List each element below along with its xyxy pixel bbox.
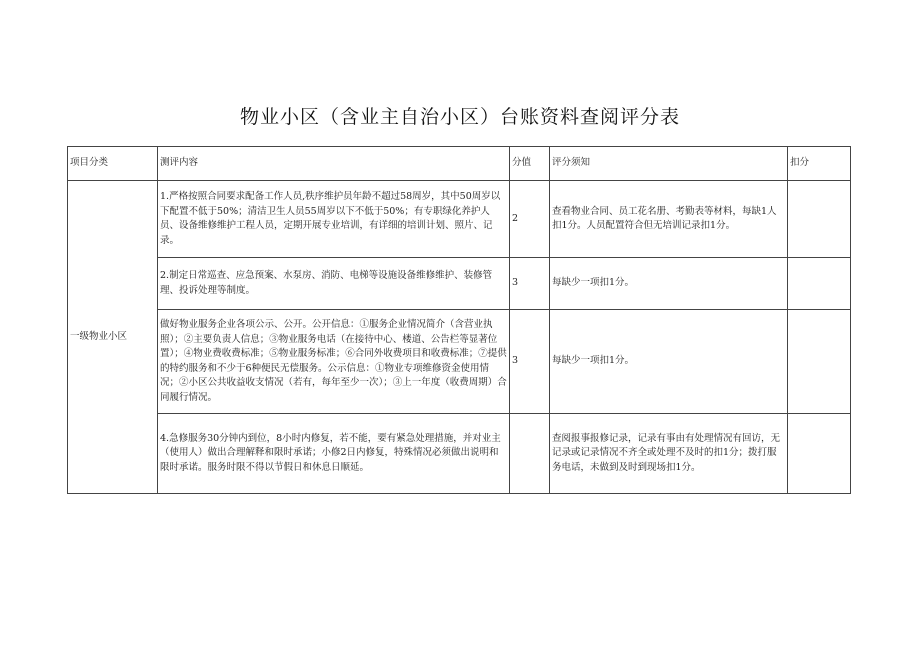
score-cell: 3	[510, 258, 550, 310]
deduct-cell[interactable]	[788, 310, 851, 414]
content-cell: 做好物业服务企业各项公示、公开。公开信息：①服务企业情况简介（含营业执照）；②主要负责人信息；③物业服务电话（在接待中心、楼道、公告栏等显著位置）；④物业费收费标准；⑤物业服务标准；⑥合同外收费项目和收费标准；⑦提供的特约服务和不少于6种便民无偿服务。公示信息：①物业专项维修资金使用情况；②小区公共收益收支情况（若有，每年至少一次）；③上一年度（收费周期）合同履行情况。	[158, 310, 510, 414]
guide-cell: 查阅报事报修记录，记录有事由有处理情况有回访，无记录或记录情况不齐全或处理不及时的扣1分；拨打服务电话，未做到及时到现场扣1分。	[550, 414, 788, 494]
category-cell: 一级物业小区	[68, 181, 158, 494]
header-guide: 评分须知	[550, 147, 788, 181]
table-row	[68, 181, 851, 258]
guide-cell: 每缺少一项扣1分。	[550, 258, 788, 310]
deduct-cell[interactable]	[788, 258, 851, 310]
table-row	[68, 258, 851, 310]
content-cell: 1.严格按照合同要求配备工作人员,秩序维护员年龄不超过58周岁，其中50周岁以下配置不低于50%；清洁卫生人员55周岁以下不低于50%；有专职绿化养护人员、设备维修维护工程人员，定期开展专业培训，有详细的培训计划、照片、记录。	[158, 181, 510, 258]
score-cell: 2	[510, 181, 550, 258]
deduct-cell[interactable]	[788, 414, 851, 494]
guide-cell: 查看物业合同、员工花名册、考勤表等材料，每缺1人扣1分。人员配置符合但无培训记录扣1分。	[550, 181, 788, 258]
deduct-cell[interactable]	[788, 181, 851, 258]
header-deduct: 扣分	[788, 147, 851, 181]
content-cell: 2.制定日常巡查、应急预案、水泵房、消防、电梯等设施设备维修维护、装修管理、投诉处理等制度。	[158, 258, 510, 310]
score-cell	[510, 414, 550, 494]
guide-cell: 每缺少一项扣1分。	[550, 310, 788, 414]
header-content: 测评内容	[158, 147, 510, 181]
header-score: 分值	[510, 147, 550, 181]
table-header-row	[68, 147, 851, 181]
score-cell: 3	[510, 310, 550, 414]
table-row	[68, 414, 851, 494]
table-row	[68, 310, 851, 414]
header-category: 项目分类	[68, 147, 158, 181]
score-table	[67, 146, 851, 494]
page-title: 物业小区（含业主自治小区）台账资料查阅评分表	[239, 106, 680, 128]
content-cell: 4.急修服务30分钟内到位，8小时内修复，若不能，要有紧急处理措施，并对业主（使用人）做出合理解释和限时承诺；小修2日内修复，特殊情况必须做出说明和限时承诺。服务时限不得以节假日和休息日顺延。	[158, 414, 510, 494]
